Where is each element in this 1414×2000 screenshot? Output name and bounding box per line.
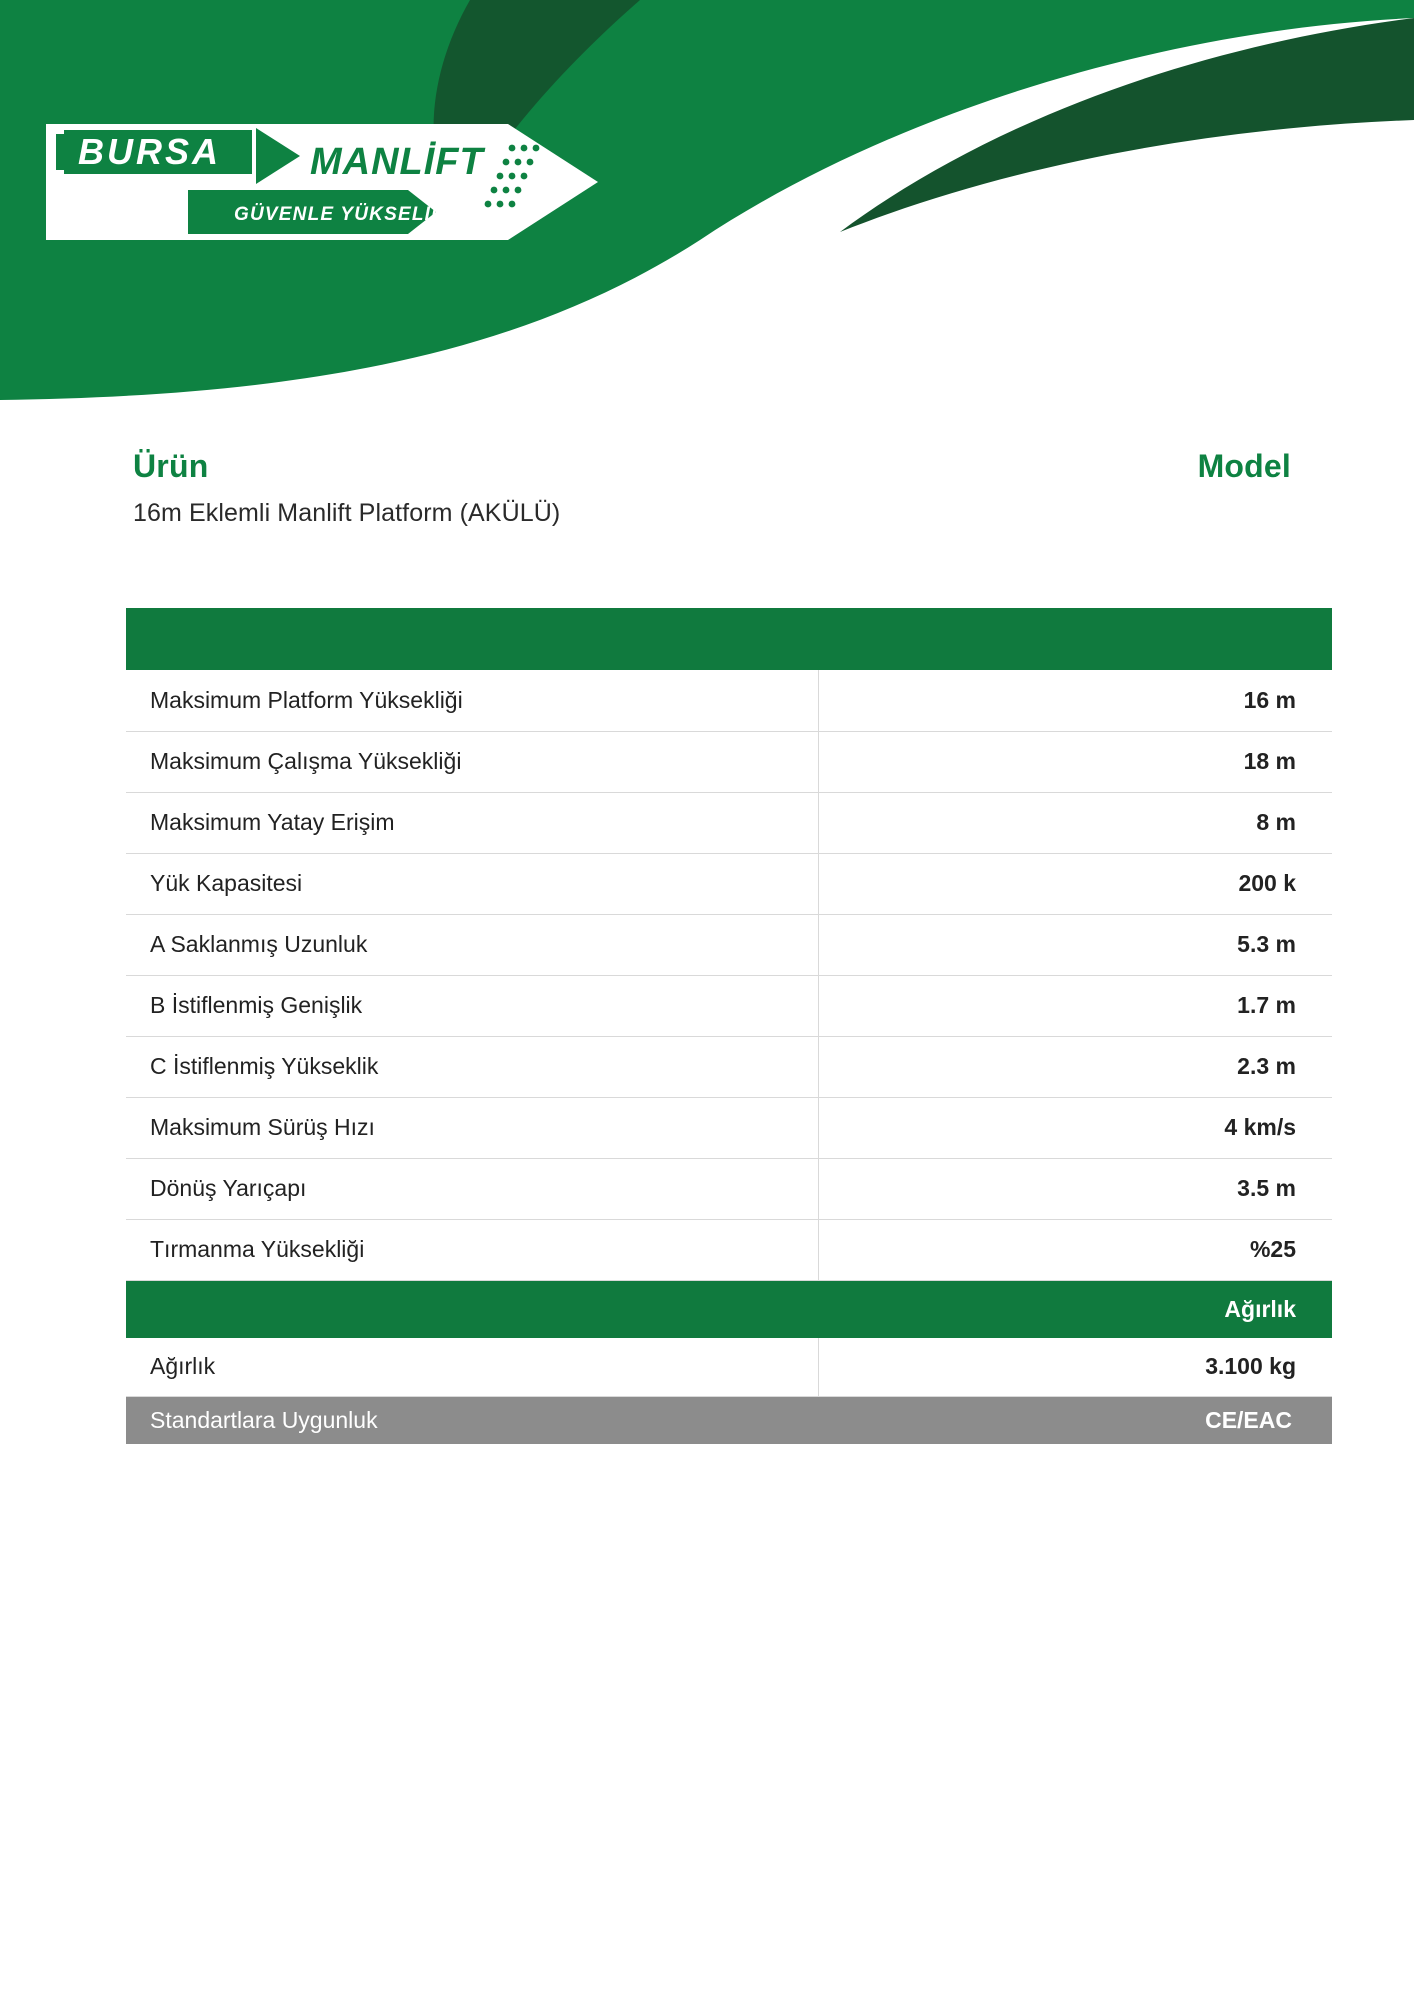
spec-label: B İstiflenmiş Genişlik bbox=[126, 975, 818, 1036]
spec-label: Maksimum Yatay Erişim bbox=[126, 792, 818, 853]
table-row bbox=[126, 1158, 1332, 1219]
logo-graphic bbox=[38, 112, 598, 257]
spec-value: 200 k bbox=[818, 853, 1332, 914]
header-banner bbox=[0, 0, 1414, 420]
spec-value: 4 km/s bbox=[818, 1097, 1332, 1158]
spec-value: 8 m bbox=[818, 792, 1332, 853]
specifications-body bbox=[126, 608, 1332, 1444]
weight-label: Ağırlık bbox=[126, 1338, 818, 1396]
standards-label: Standartlara Uygunluk bbox=[126, 1396, 818, 1444]
spec-label: Dönüş Yarıçapı bbox=[126, 1158, 818, 1219]
spec-value: 18 m bbox=[818, 731, 1332, 792]
table-header-left bbox=[126, 608, 818, 670]
weight-section-header bbox=[126, 1280, 1332, 1338]
spec-value: 1.7 m bbox=[818, 975, 1332, 1036]
spec-value: 3.5 m bbox=[818, 1158, 1332, 1219]
spec-label: Tırmanma Yüksekliği bbox=[126, 1219, 818, 1280]
spec-label: Maksimum Platform Yüksekliği bbox=[126, 670, 818, 731]
table-row bbox=[126, 1338, 1332, 1396]
table-row bbox=[126, 792, 1332, 853]
standards-row bbox=[126, 1396, 1332, 1444]
spec-value: %25 bbox=[818, 1219, 1332, 1280]
spec-label: Maksimum Sürüş Hızı bbox=[126, 1097, 818, 1158]
spec-value: 2.3 m bbox=[818, 1036, 1332, 1097]
logo-main-text: BURSA bbox=[78, 131, 222, 172]
table-header-right bbox=[818, 608, 1332, 670]
model-label: Model bbox=[1197, 448, 1291, 484]
standards-value: CE/EAC bbox=[818, 1396, 1332, 1444]
table-row bbox=[126, 914, 1332, 975]
title-block bbox=[133, 448, 1333, 528]
weight-header-label: Ağırlık bbox=[818, 1280, 1332, 1338]
spec-label: Maksimum Çalışma Yüksekliği bbox=[126, 731, 818, 792]
table-row bbox=[126, 1036, 1332, 1097]
logo-second-text: MANLİFT bbox=[310, 141, 484, 183]
spec-label: A Saklanmış Uzunluk bbox=[126, 914, 818, 975]
product-name: 16m Eklemli Manlift Platform (AKÜLÜ) bbox=[133, 499, 561, 527]
table-row bbox=[126, 731, 1332, 792]
table-row bbox=[126, 853, 1332, 914]
spec-label: Yük Kapasitesi bbox=[126, 853, 818, 914]
weight-header-left bbox=[126, 1280, 818, 1338]
product-label: Ürün bbox=[133, 448, 209, 484]
table-header-bar bbox=[126, 608, 1332, 670]
logo-tagline-text: GÜVENLE YÜKSELİN bbox=[234, 204, 447, 225]
spec-value: 5.3 m bbox=[818, 914, 1332, 975]
table-row bbox=[126, 975, 1332, 1036]
company-logo bbox=[38, 112, 598, 257]
spec-label: C İstiflenmiş Yükseklik bbox=[126, 1036, 818, 1097]
title-row bbox=[133, 448, 1333, 485]
table-row bbox=[126, 1219, 1332, 1280]
table-row bbox=[126, 670, 1332, 731]
table-row bbox=[126, 1097, 1332, 1158]
spec-value: 16 m bbox=[818, 670, 1332, 731]
specifications-table bbox=[126, 608, 1332, 1444]
weight-value: 3.100 kg bbox=[818, 1338, 1332, 1396]
